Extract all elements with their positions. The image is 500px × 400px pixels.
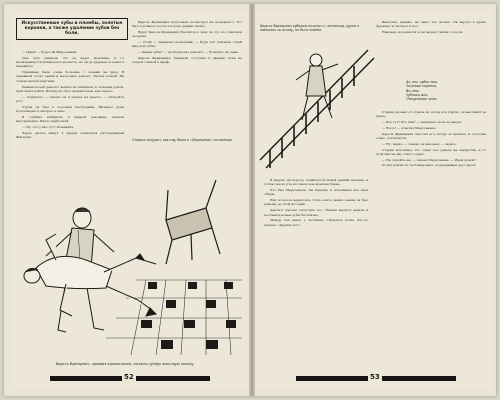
right-column-2 [376, 110, 486, 169]
paragraph: Старик вспомнил, что отдал все деньги на лекарства, и от этой мысли ему стало горько. [376, 147, 486, 156]
paragraph: — Ну, ладно, — сказал он наконец, — садись. [382, 141, 457, 146]
paragraph: В дверях, на пороге, появился большой рыжий человек, и тотчас же из рта его вылетела крепкая брань. [264, 178, 368, 187]
staircase-illustration [256, 40, 376, 170]
poem-line: Отпустите хоть [406, 97, 437, 102]
paragraph: Наконец он решился и заговорил тихим голосом. [382, 30, 464, 35]
paragraph: Она чуть увидела, что ее ведет мужчина, и от неожиданности вскинулась на месте, но он ее удержал и повел в приемную. [16, 55, 124, 69]
paragraph: — Я это! — ответил Марусенька. [382, 125, 436, 130]
paragraph: Рыжеволосый дантист вышел из кабинета и, показав рукой, пригласил войти. Взгляд его был пронзителен, как сверло. [16, 84, 124, 93]
paragraph: Между тем внизу у лестницы собралась толпа. Кто-то кричал: «Держи его!» [264, 218, 368, 227]
paragraph: В глубине кабинета, в медной раковине, кипели инструменты. Пахло карболкой. [16, 114, 124, 124]
poem-line: Вы мне, [406, 88, 420, 93]
book-gutter [249, 4, 255, 396]
paragraph: — Какие зубы? — пробормотал дантист. — Я ничего не знаю. [138, 50, 240, 55]
right-column-1 [264, 178, 368, 228]
paragraph: Феклуша, видимо, не знал, что делать. Он вертел в руках фуражку и смотрел в пол. [376, 20, 486, 29]
poem-line: Зубчики мои, [406, 92, 429, 97]
page-number: 53 [370, 373, 380, 381]
paragraph: Через десять минут в дверях показался растрепанный Феклуша. [16, 130, 124, 140]
left-column-1 [16, 50, 124, 141]
paragraph: — Ну, что у нас тут? Покажите. [22, 124, 75, 129]
paragraph: Ему хотелось вернуться, стать опять таким, каким он был раньше, до этой истории. [264, 198, 368, 207]
paragraph: — Садитесь! — сказал он и указал на кресло. — Откройте рот! [16, 94, 124, 103]
paragraph: Кароль Францевич спросил его, когда он пришел, и, получив ответ, успокоился. [376, 131, 486, 140]
illustration-caption: Кароль Францевич, придавя крахмальной, стоять сундук неполную иконку. [55, 362, 195, 366]
left-illustration [16, 160, 242, 360]
paragraph: — Не горюйте вы, — сказал Марусенька. — Идем домой! [382, 157, 476, 162]
boxed-advertisement-heading: Искусственные зубы и пломбы, золотые коронки, а также удаление зубов без боли. [16, 18, 128, 40]
book-spread [4, 4, 496, 396]
page-number: 52 [124, 373, 134, 381]
left-page [10, 10, 248, 390]
paragraph: Кароль Францевич, бледный, отступал к дверям, пока не уперся спиной в шкаф. [132, 56, 242, 65]
poem-line: Ах, ты, зубки-мои, [406, 80, 439, 84]
poem-block [406, 80, 476, 101]
paragraph: Старик дрожал от страха, но когда все утихло, он выглянул за дверь. [376, 110, 486, 119]
left-column-2-tail: Старик подумал, как ему быть в «Дворцовой» гостинице. [132, 138, 234, 142]
paragraph: Приемная была очень большая, с окнами на двор. В приемной стоял диван и несколько кресел, обитых кожей. На стенах висели картины. [16, 70, 124, 83]
paragraph: — Кто тут? Кто там? — закричал он из-за двери. [382, 120, 462, 125]
right-page [256, 10, 492, 390]
paragraph: Кароль Францевич испуганно посмотрел на вошедшего. Тот был огромного роста и в руке держал палку. [132, 20, 242, 29]
paragraph: И они пошли по лестнице вниз, поддерживая друг друга. [382, 163, 477, 168]
left-column-2 [132, 20, 242, 66]
paragraph: Это был Марусенька. Он вздыхал и вспоминал все свои обиды. [264, 188, 368, 197]
paragraph: — Идем! — будет ей Марусенька. [22, 50, 78, 54]
top-caption: Кароль Францевич кубарем полетел с лестницы, ругая и хватаясь за голову, но было поздно. [260, 24, 359, 32]
paragraph: Вдруг Кароль Францевич бросился к окну, но тут его схватили за рукав. [132, 30, 242, 39]
paragraph: — Стой! — закричал вошедший. — Куда ты? Сначала отдай мне мои зубы! [132, 40, 242, 49]
paragraph: Дантист умолял отпустить его, обещал вернуть деньги и поставить новые зубы бесплатно. [264, 208, 368, 217]
poem-line: Золотые коронки, [406, 84, 438, 89]
paragraph: Утром он был в хорошем настроении. Вытирал руки полотенцем и смотрел в окно. [16, 104, 124, 114]
right-column-2-top [376, 20, 486, 36]
